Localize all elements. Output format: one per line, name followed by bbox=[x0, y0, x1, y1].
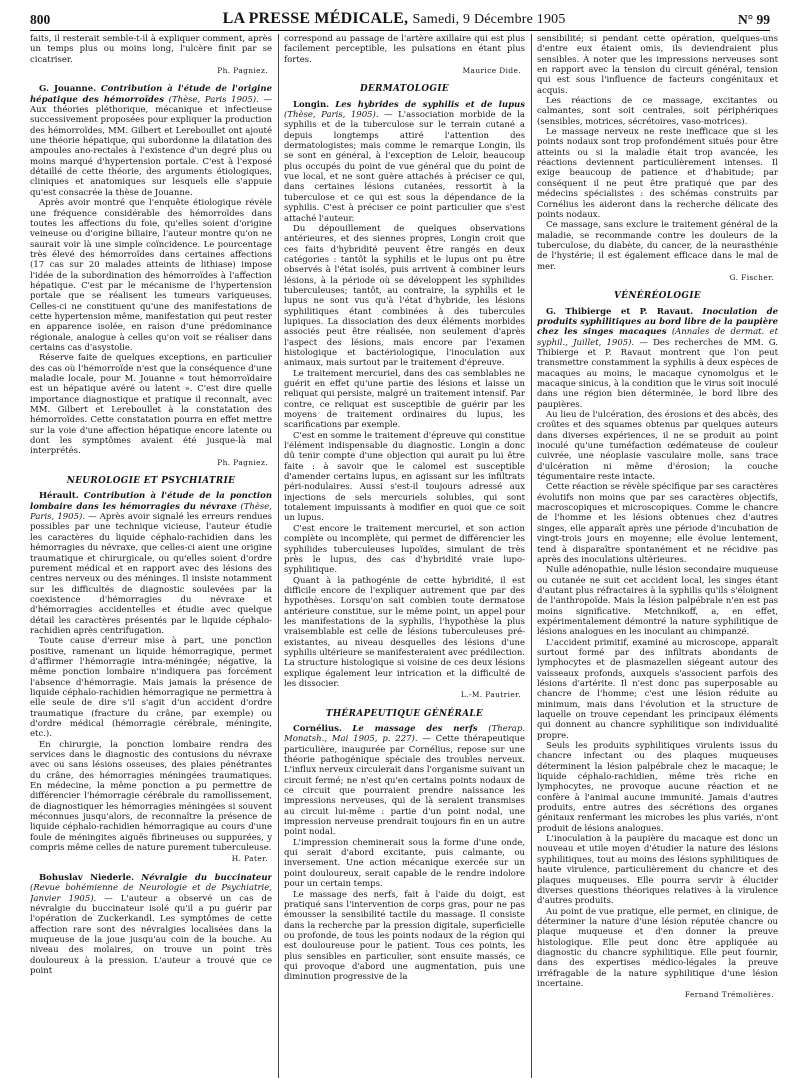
abstract-source: (Annales de dermat. et syphil., Juillet, 1905). bbox=[537, 327, 778, 348]
paragraph: L'impression cheminerait sous la forme d'une onde, qui serait d'abord excitante, puis calmante, ou inversement. Une action mécanique exercée sur un point douloureux, serait capable de le rendre indolore pour un certain temps. bbox=[284, 837, 525, 890]
paragraph: Le massage des nerfs, fait à l'aide du doigt, est pratiqué sans l'intervention de corps gras, pour ne pas émousser la sensibilité tactile du massage. Il consiste dans la recherche par la pression digitale, superficielle ou profonde, de tous les points nodaux de la région qui est douloureuse pour le patient. Tous ces points, les plus sensibles en particulier, sont ensuite massés, ce qui provoque d'abord une augmentation, puis une diminution progressive de la bbox=[284, 889, 525, 983]
header-rule bbox=[30, 30, 770, 31]
signature: H. Pater. bbox=[231, 854, 268, 864]
paragraph: Cette réaction se révèle spécifique par ses caractères évolutifs non moins que par ses caractères objectifs, macroscopiques et microscopiques. Comme le chancre de l'homme et les lésions obtenues chez d'autres singes, elle apparaît après une période d'incubation de vingt-trois jours en moyenne; elle évolue lentement, tend à disparaître spontanément et ne récidive pas après des inoculations ultérieures. bbox=[537, 482, 778, 565]
page-number: 800 bbox=[30, 12, 51, 27]
abstract-header bbox=[30, 873, 272, 976]
signature: L.-M. Pautrier. bbox=[460, 690, 521, 700]
column-divider bbox=[531, 34, 532, 1078]
paragraph: Quant à la pathogénie de cette hybridité, il est difficile encore de l'expliquer autrement que par des hypothèses. Lorsqu'on sait combien toute dermatose antérieure constitue, sur le même point, un appel pour les manifestations de la syphilis, l'hypothèse la plus vraisemblable est celle de lésions tuberculeuses pré-existantes, au niveau desquelles des lésions d'une syphilis ultérieure se manifesteraient avec prédilection. La structure histologique si voisine de ces deux lésions explique également leur intrication et la difficulté de les dissocier. bbox=[284, 575, 525, 689]
abstract-author: G. Thibierge et P. Ravaut. bbox=[546, 306, 694, 317]
abstract-author: Hérault. bbox=[39, 491, 79, 502]
column-1 bbox=[30, 34, 272, 1080]
paragraph: Le traitement mercuriel, dans des cas semblables ne guérit en effet qu'une partie des lésions et laisse un reliquat qui persiste, malgré un traitement intensif. Par contre, ce reliquat est susceptible de guérir par les moyens de traitement ordinaires du lupus, les scarifications par exemple. bbox=[284, 368, 525, 431]
paragraph: Du dépouillement de quelques observations antérieures, et des siennes propres, Longin croit que ces faits d'hybridité peuvent être rangés en deux catégories : tantôt la syphilis et le lupus ont pu être observés à l'état isolés, puis arrivent à combiner leurs lésions, à la période où se développent les syphilides tuberculeuses; tantôt, au contraire, la syphilis et le lupus ne sont vus qu'à l'état d'hybride, les lésions syphilitiques étant combinées à des tubercules lupiques. La dissociation des deux éléments morbides associés peut être réalisée, non seulement d'après l'aspect des lésions, mais encore par l'examen histologique et bactériologique, l'inoculation aux animaux, mais surtout par le traitement d'épreuve. bbox=[284, 223, 525, 369]
abstract-text: — L'association morbide de la syphilis et de la tuberculose sur le terrain cutané a depuis longtemps attiré l'attention des dermatologistes; mais comme le remarque Longin, ils se sont en général, à l'exception de Leloir, beaucoup plus occupés du point de vue général que du point de vue local, et ne sont guère attachés à préciser ce qui, dans certaines lésions cutanées, ressortit à la tuberculose et ce qui est sous la dépendance de la syphilis. C'est à préciser ce point particulier que s'est attaché l'auteur. bbox=[284, 110, 525, 224]
running-title bbox=[223, 10, 566, 28]
signature: Fernand Trémolières. bbox=[684, 990, 774, 1000]
paragraph: Au point de vue pratique, elle permet, en clinique, de déterminer la nature d'une lésion réputée chancre ou plaque muqueuse et d'en donner la preuve histologique. Elle peut donc être appliquée au diagnostic du chancre syphilitique. Elle peut fournir, dans des expertises médico-légales la preuve irréfragable de la nature syphilitique d'une lésion incertaine. bbox=[537, 906, 778, 989]
paragraph: En chirurgie, la ponction lombaire rendra des services dans le diagnostic des contusions du névraxe avec ou sans lésions osseuses, des plaies pénétrantes du crâne, des hémorragies méningées traumatiques. En médecine, la même ponction a pu permettre de différencier l'hémorragie cérébrale du ramollissement, de diagnostiquer les hémorragies méningées si souvent méconnues jusqu'alors, de reconnaître la présence de liquide céphalo-rachidien hémorragique au cours d'une foule de méningites aiguës fibrineuses ou suppurées, y compris même celles de nature purement tuberculeuse. bbox=[30, 739, 272, 854]
paragraph: correspond au passage de l'artère axillaire qui est plus facilement perceptible, les pulsations en étant plus fortes. bbox=[284, 34, 525, 65]
abstract-text: — Aux théories pléthorique, mécanique et infectieuse successivement proposées pour expliquer la production des hémorroïdes, MM. Gilbert et Lereboullet ont ajouté une théorie hépatique, qui subordonne la dilatation des ampoules ano-rectales à l'existence d'un degré plus ou moins marqué d'hypertension portale. C'est à l'exposé détaillé de cette théorie, des arguments étiologiques, cliniques et anatomiques sur lesquels elle s'appuie qu'est consacrée la thèse de Jouanne. bbox=[30, 94, 272, 198]
paragraph: Toute cause d'erreur mise à part, une ponction positive, ramenant un liquide hémorragique, permet d'affirmer l'hémorragie intra-méningée; négative, la même ponction lombaire n'indiquera pas forcément l'absence d'hémorragie. Mais jamais la présence de liquide céphalo-rachidien hémorragique ne permettra à elle seule de dire s'il s'agit d'un accident d'ordre traumatique (fracture du crâne, par exemple) ou d'ordre médical (hémorragie cérébrale, méningite, etc.). bbox=[30, 636, 272, 740]
abstract-author: Cornélius. bbox=[293, 724, 342, 734]
paragraph: Nulle adénopathie, nulle lésion secondaire muqueuse ou cutanée ne suit cet accident local, les singes étant d'autant plus réfractaires à la syphilis qu'ils s'éloignent de l'anthropoïde. Mais la lésion palpébrale n'en est pas moins significative. Metchnikoff, a, en effet, expérimentalement démontré la nature syphilitique de lésions analogues en les inoculant au chimpanzé. bbox=[537, 565, 778, 638]
column-2 bbox=[284, 34, 525, 1080]
paragraph: Après avoir montré que l'enquête étiologique révèle une fréquence considérable des hémorroïdes dans toutes les affections du foie, qu'elles soient d'origine veineuse ou d'origine biliaire, l'auteur montre qu'on ne saurait voir là une simple coïncidence. Le pourcentage très élevé des hémorroïdes dans certaines affections (17 cas sur 20 malades atteints de lithiase) impose l'idée de la subordination des hémorroïdes à l'affection hépatique. C'est par le mécanisme de l'hypertension portale que se réalisent les tumeurs variqueuses. Celles-ci ne constituent qu'une des manifestations de cette hypertension même, manifestation qui peut rester en apparence isolée, en raison d'une prédominance régionale, analogue à celles qu'on voit se réaliser dans certains cas d'asystolie. bbox=[30, 198, 272, 353]
paragraph: L'inoculation à la paupière du macaque est donc un nouveau et utile moyen d'étudier la nature des lésions syphilitiques, tout au moins des lésions syphilitiques de haute virulence, particulièrement du chancre et des plaques muqueuses. Elle pourra servir à élucider diverses questions théoriques relatives à la virulence d'autres produits. bbox=[537, 834, 778, 907]
abstract-title: Contribution à l'étude de la ponction lombaire dans les hémorragies du névraxe bbox=[30, 491, 272, 512]
abstract-title: Contribution à l'étude de l'origine hépatique des hémorroïdes bbox=[30, 84, 272, 105]
section-heading: THÉRAPEUTIQUE GÉNÉRALE bbox=[325, 708, 484, 719]
abstract-title: Névralgie du buccinateur bbox=[141, 872, 272, 883]
signature: G. Fischer. bbox=[729, 272, 774, 282]
paragraph: faits, il resterait semble-t-il à expliquer comment, après un temps plus ou moins long, l'ulcère finit par se cicatriser. bbox=[30, 34, 272, 65]
abstract-header bbox=[30, 84, 272, 198]
paragraph: Les réactions de ce massage, excitantes ou calmantes, sont soit centrales, soit périphériques (sensibles, motrices, sécrétoires, vaso-motrices). bbox=[537, 96, 778, 127]
paragraph: Seuls les produits syphilitiques virulents issus du chancre infectant ou des plaques muqueuses déterminent la lésion palpébrale chez le macaque; le liquide céphalo-rachidien, même très riche en lymphocytes, ne provoque aucune réaction et ne confère à l'animal aucune immunité. Jamais d'autres produits, entre autres des sécrétions des organes génitaux renfermant les microbes les plus variés, n'ont produit de lésions analogues. bbox=[537, 741, 778, 834]
journal-name: LA PRESSE MÉDICALE, bbox=[222, 10, 409, 27]
issue-number: N° 99 bbox=[737, 12, 770, 27]
abstract-header bbox=[537, 307, 778, 410]
abstract-title: Les hybrides de syphilis et de lupus bbox=[335, 99, 525, 110]
column-3 bbox=[537, 34, 778, 1080]
abstract-source: (Thèse, Paris, 1905). bbox=[284, 110, 379, 121]
abstract-title: Le massage des nerfs bbox=[352, 724, 478, 734]
abstract-author: G. Jouanne. bbox=[39, 84, 97, 95]
paragraph: C'est encore le traitement mercuriel, et son action complète ou incomplète, qui permet de différencier les syphilides tuberculeuses lupoïdes, simulant de très près le lupus, des cas d'hybridité vraie lupo-syphilitique. bbox=[284, 523, 525, 576]
abstract-header bbox=[284, 100, 525, 224]
paragraph: L'accident primitif, examiné au microscope, apparaît surtout formé par des infiltrats abondants de lymphocytes et de plasmazellen siégeant autour des vaisseaux profonds, auxquels s'associent parfois des lésions d'artérite. Il n'est donc pas superposable au chancre de l'homme; c'est une lésion réduite au minimum, mais dans l'évolution et la structure de laquelle on trouve cependant les principaux éléments qui donnent au chancre syphilitique son individualité propre. bbox=[537, 637, 778, 741]
paragraph: Le massage nerveux ne reste inefficace que si les points nodaux sont trop profondément situés pour être atteints ou si la maladie était trop avancée, les réactions deviennent particulièrement intenses. Il exige beaucoup de patience et d'habitude; par conséquent il ne peut être pratiqué que par des médecins spécialistes : des schémas construits par Cornélius les aideront dans la recherche délicate des points nodaux. bbox=[537, 127, 778, 220]
paragraph: Réserve faite de quelques exceptions, en particulier des cas où l'hémorroïde n'est que la conséquence d'une maladie locale, pour M. Jouanne « tout hémorroïdaire est un hépatique avéré ou latent ». C'est dire quelle importance diagnostique et pratique il reconnaît, avec MM. Gilbert et Lereboullet à la constatation des hémorroïdes. Cette constatation pourra en effet mettre sur la voie d'une affection hépatique encore latente ou dont les symptômes avaient été jusque-là mal interprétés. bbox=[30, 353, 272, 457]
abstract-author: Longin. bbox=[293, 99, 330, 110]
paragraph: Au lieu de l'ulcération, des érosions et des abcès, des croûtes et des squames obtenus par quelques auteurs dans diverses expériences, il ne se produit au point inoculé qu'une tuméfaction œdémateuse de couleur cuivrée, une néoplasie vasculaire molle, sans trace d'ulcération ni même d'érosion; la couche tégumentaire reste intacte. bbox=[537, 410, 778, 483]
paragraph: sensibilité; si pendant cette opération, quelques-uns d'entre eux étaient omis, ils deviendraient plus sensibles. À noter que les impressions nerveuses sont en rapport avec la tension du circuit général, tension qui est sous l'influence de facteurs congénitaux et acquis. bbox=[537, 34, 778, 96]
abstract-title: Inoculation de produits syphilitiques au bord libre de la paupière chez les singes macaques bbox=[537, 306, 778, 338]
section-heading: VÉNÉRÉOLOGIE bbox=[614, 291, 701, 302]
signature: Ph. Pagniez. bbox=[217, 66, 268, 76]
abstract-header bbox=[30, 491, 272, 636]
column-divider bbox=[278, 34, 279, 1078]
abstract-source: (Thèse, Paris 1905). bbox=[168, 94, 259, 105]
page-header bbox=[30, 6, 770, 28]
section-heading: NEUROLOGIE ET PSYCHIATRIE bbox=[66, 476, 236, 487]
abstract-source: (Thèse, Paris, 1905). bbox=[30, 501, 272, 523]
abstract-text: — Après avoir signalé les erreurs rendues possibles par une technique vicieuse, l'auteur étudie les caractères du liquide céphalo-rachidien dans les hémorragies du névraxe, que celles-ci aient une origine traumatique et chirurgicale, ou qu'elles soient d'ordre purement médical et en rapport avec des lésions des centres nerveux ou des méninges. Il insiste notamment sur les difficultés de diagnostic soulevées par la coexistence d'hémorragies du névraxe et d'hémorragies accidentelles et étudie avec quelque détail les caractères présentés par le liquide céphalo-rachidien après centrifugation. bbox=[30, 512, 272, 636]
abstract-header bbox=[284, 724, 525, 838]
signature: Ph. Pagniez. bbox=[217, 457, 268, 467]
section-heading: DERMATOLOGIE bbox=[360, 84, 449, 95]
abstract-author: Bohuslav Niederle. bbox=[39, 872, 135, 883]
abstract-source: (Therap. Monatsh., Mai 1905, p. 227). bbox=[284, 724, 525, 745]
abstract-text: — Des recherches de MM. G. Thibierge et P. Ravaut montrent que l'on peut transmettre constamment la syphilis à deux espèces de macaques au moins, le macaque cynomolgus et le macaque sinicus, à la condition que le virus soit inoculé dans une région bien déterminée, le bord libre des paupières. bbox=[537, 337, 778, 410]
paragraph: Ce massage, sans exclure le traitement général de la maladie, se recommande contre les douleurs de la tuberculose, du diabète, du cancer, de la neurasthénie de l'hystérie; il est également efficace dans le mal de mer. bbox=[537, 220, 778, 272]
abstract-text: — Cette thérapeutique particulière, inaugurée par Cornélius, repose sur une théorie pathogénique spéciale des troubles nerveux. L'influx nerveux circulerait dans l'organisme suivant un circuit fermé; ne n'est qu'en certains points nodaux de ce circuit que pourraient prendre naissance les impressions nerveuses, qui de là seraient transmises au circuit lui-même : partie d'un point nodal, une impression nerveuse prendrait toujours fin en un autre point nodal. bbox=[284, 734, 525, 838]
paragraph: C'est en somme le traitement d'épreuve qui constitue l'élément indispensable du diagnostic. Longin a donc dû tenir compte d'une objection qui aurait pu lui être faite : à savoir que le calomel est susceptible d'amender certains lupus, en agissant sur les infiltrats péri-nodulaires. Aussi s'est-il toujours adressé aux injections de sels mercuriels solubles, qui sont totalement impuissants à modifier en quoi que ce soit un lupus. bbox=[284, 430, 525, 524]
signature: Maurice Dide. bbox=[462, 66, 521, 76]
abstract-text: — L'auteur a observé un cas de névralgie du buccinateur isolé qu'il a pu guérir par l'opération de Zuckerkandl. Les symptômes de cette affection rare sont des névralgies localisées dans la muqueuse de la joue jusqu'au coin de la bouche. Au niveau des molaires, on trouve un point très douloureux à la pression. L'auteur a trouvé que ce point bbox=[30, 893, 272, 976]
abstract-source: (Revue bohémienne de Neurologie et de Psychiatrie, Janvier 1905). bbox=[30, 883, 272, 904]
issue-date: Samedi, 9 Décembre 1905 bbox=[412, 12, 566, 27]
